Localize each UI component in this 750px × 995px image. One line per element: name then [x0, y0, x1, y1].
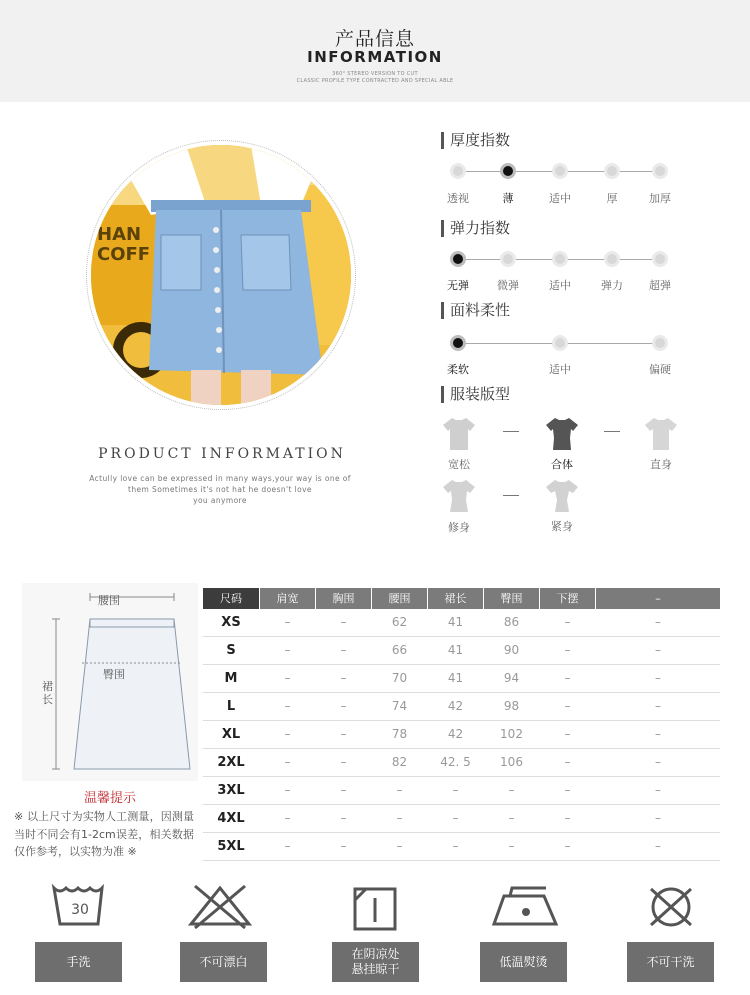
table-cell: – [655, 811, 661, 825]
elasticity-option: 适中 [549, 279, 571, 292]
table-cell: – [340, 811, 347, 825]
table-cell: 78 [391, 727, 408, 741]
table-cell: – [564, 671, 571, 685]
page-title-en: INFORMATION [307, 48, 443, 66]
table-cell: 42. 5 [440, 755, 471, 769]
size-cell: XS [221, 615, 241, 630]
elasticity-dot-1[interactable] [450, 251, 466, 267]
elasticity-option: 超弹 [649, 279, 671, 292]
fit-option: 宽松 [448, 458, 470, 471]
table-cell: – [340, 615, 347, 629]
table-cell: – [564, 699, 571, 713]
care-label-no-bleach: 不可漂白 [180, 942, 267, 982]
svg-text:HAN: HAN [97, 224, 142, 245]
fit-option: 合体 [551, 458, 573, 471]
table-cell: – [340, 755, 347, 769]
care-label-dry-shade: 在阴凉处 悬挂晾干 [332, 942, 419, 982]
table-cell: – [564, 727, 571, 741]
table-header-size: 尺码 [203, 588, 259, 609]
size-cell: S [226, 643, 236, 658]
softness-dot-1[interactable] [450, 335, 466, 351]
table-cell: 42 [447, 727, 464, 741]
table-cell: – [508, 783, 515, 797]
no-dry-clean-icon [645, 883, 697, 931]
table-cell: 74 [391, 699, 408, 713]
tight-fit-icon [544, 478, 580, 514]
elasticity-title: 弹力指数 [441, 220, 510, 237]
table-cell: – [564, 643, 571, 657]
table-cell: 41 [447, 615, 464, 629]
elasticity-option: 弹力 [601, 279, 623, 292]
table-cell: – [564, 839, 571, 853]
size-cell: 2XL [217, 755, 245, 770]
thickness-dot-1[interactable] [450, 163, 466, 179]
table-cell: 66 [391, 643, 408, 657]
table-cell: – [284, 783, 291, 797]
table-header-hem: 下摆 [540, 588, 595, 609]
thickness-option: 薄 [502, 192, 514, 205]
table-cell: – [284, 811, 291, 825]
table-cell: – [340, 783, 347, 797]
size-cell: 3XL [217, 783, 245, 798]
table-cell: – [452, 783, 459, 797]
thickness-title: 厚度指数 [441, 132, 510, 149]
table-cell: 106 [500, 755, 523, 769]
table-cell: 41 [447, 671, 464, 685]
thickness-option: 加厚 [649, 192, 671, 205]
table-cell: – [564, 811, 571, 825]
svg-text:COFF: COFF [97, 244, 151, 265]
table-cell: 98 [503, 699, 520, 713]
table-cell: – [284, 615, 291, 629]
size-cell: M [224, 671, 238, 686]
thickness-dot-2[interactable] [500, 163, 516, 179]
thickness-dot-3[interactable] [552, 163, 568, 179]
table-cell: 82 [391, 755, 408, 769]
table-cell: – [655, 839, 661, 853]
thickness-option: 厚 [606, 192, 618, 205]
care-label-no-dry-clean: 不可干洗 [627, 942, 714, 982]
table-cell: – [655, 699, 661, 713]
table-header-extra: – [596, 588, 720, 609]
table-header-length: 裙长 [428, 588, 483, 609]
table-cell: – [564, 615, 571, 629]
table-cell: – [508, 811, 515, 825]
table-header-shoulder: 肩宽 [260, 588, 315, 609]
table-cell: – [284, 643, 291, 657]
waist-label: 腰围 [98, 594, 120, 607]
length-label: 裙长 [42, 680, 53, 706]
straight-fit-icon [643, 416, 679, 452]
table-cell: – [452, 839, 459, 853]
table-cell: – [655, 643, 661, 657]
elasticity-dot-4[interactable] [604, 251, 620, 267]
table-cell: – [508, 839, 515, 853]
softness-option: 适中 [549, 363, 571, 376]
elasticity-dot-3[interactable] [552, 251, 568, 267]
softness-title: 面料柔性 [441, 302, 510, 319]
size-cell: 5XL [217, 839, 245, 854]
table-cell: – [655, 783, 661, 797]
fit-option: 直身 [650, 458, 672, 471]
care-label-low-iron: 低温熨烫 [480, 942, 567, 982]
elasticity-dot-2[interactable] [500, 251, 516, 267]
thickness-dot-4[interactable] [604, 163, 620, 179]
table-cell: – [284, 839, 291, 853]
table-cell: – [396, 783, 403, 797]
tips-title: 温馨提示 [83, 791, 136, 806]
table-cell: 86 [503, 615, 520, 629]
regular-fit-icon [544, 416, 580, 452]
softness-option: 偏硬 [649, 363, 671, 376]
fit-option: 紧身 [551, 520, 573, 533]
table-cell: – [396, 811, 403, 825]
table-header-hip: 臀围 [484, 588, 539, 609]
table-cell: 41 [447, 643, 464, 657]
elasticity-option: 微弹 [497, 279, 519, 292]
softness-dot-2[interactable] [552, 335, 568, 351]
table-cell: – [284, 755, 291, 769]
product-info-line-2: them Sometimes it's not hat he doesn't love [128, 485, 312, 494]
fit-dash [604, 431, 620, 432]
table-cell: 94 [503, 671, 520, 685]
product-info-line-3: you anymore [193, 496, 247, 505]
low-iron-icon [490, 884, 560, 930]
slim-fit-icon [441, 478, 477, 514]
table-cell: – [655, 615, 661, 629]
thickness-option: 透视 [447, 192, 469, 205]
fit-dash [503, 431, 519, 432]
table-cell: – [284, 671, 291, 685]
table-cell: – [340, 699, 347, 713]
product-info-line-1: Actully love can be expressed in many ways,your way is one of [89, 474, 351, 483]
table-cell: – [340, 839, 347, 853]
table-cell: 102 [500, 727, 523, 741]
no-bleach-icon [187, 882, 253, 930]
care-label-hand-wash: 手洗 [35, 942, 122, 982]
table-cell: 42 [447, 699, 464, 713]
softness-dot-3[interactable] [652, 335, 668, 351]
table-cell: – [655, 671, 661, 685]
product-photo [91, 145, 351, 405]
table-cell: – [340, 727, 347, 741]
loose-fit-icon [441, 416, 477, 452]
tips-body: ※ 以上尺寸为实物人工测量，因测量当时不同会有1-2cm误差，相关数据仅作参考，以实物为准 ※ [14, 810, 194, 858]
size-cell: XL [221, 727, 241, 742]
table-cell: – [396, 839, 403, 853]
dry-in-shade-icon [352, 886, 398, 932]
thickness-option: 适中 [549, 192, 571, 205]
elasticity-dot-5[interactable] [652, 251, 668, 267]
table-cell: – [655, 727, 661, 741]
product-info-title: PRODUCT INFORMATION [98, 446, 346, 462]
table-cell: 62 [391, 615, 408, 629]
fit-option: 修身 [448, 521, 470, 534]
table-header-waist: 腰围 [372, 588, 427, 609]
table-cell: – [564, 755, 571, 769]
table-cell: – [284, 727, 291, 741]
table-cell: – [655, 755, 661, 769]
softness-option: 柔软 [447, 363, 469, 376]
hip-label: 臀围 [103, 668, 125, 681]
fit-title: 服装版型 [441, 386, 510, 403]
size-cell: 4XL [217, 811, 245, 826]
page-title-cn: 产品信息 [334, 28, 415, 50]
table-cell: – [284, 699, 291, 713]
header-subline-2: CLASSIC PROFILE TYPE CONTRACTED AND SPECIAL ABLE [296, 78, 454, 84]
table-cell: 70 [391, 671, 408, 685]
thickness-dot-5[interactable] [652, 163, 668, 179]
table-cell: – [452, 811, 459, 825]
elasticity-option: 无弹 [447, 279, 469, 292]
fit-dash [503, 495, 519, 496]
table-row-divider [203, 860, 720, 861]
size-cell: L [226, 699, 236, 714]
table-header-chest: 胸围 [316, 588, 371, 609]
table-cell: – [340, 671, 347, 685]
table-cell: – [564, 783, 571, 797]
table-cell: – [340, 643, 347, 657]
header-subline-1: 360° STEREO VERSION TO CUT [332, 71, 418, 77]
hand-wash-30-icon [50, 880, 110, 930]
table-cell: 90 [503, 643, 520, 657]
wash-temp-label: 30 [71, 902, 89, 918]
